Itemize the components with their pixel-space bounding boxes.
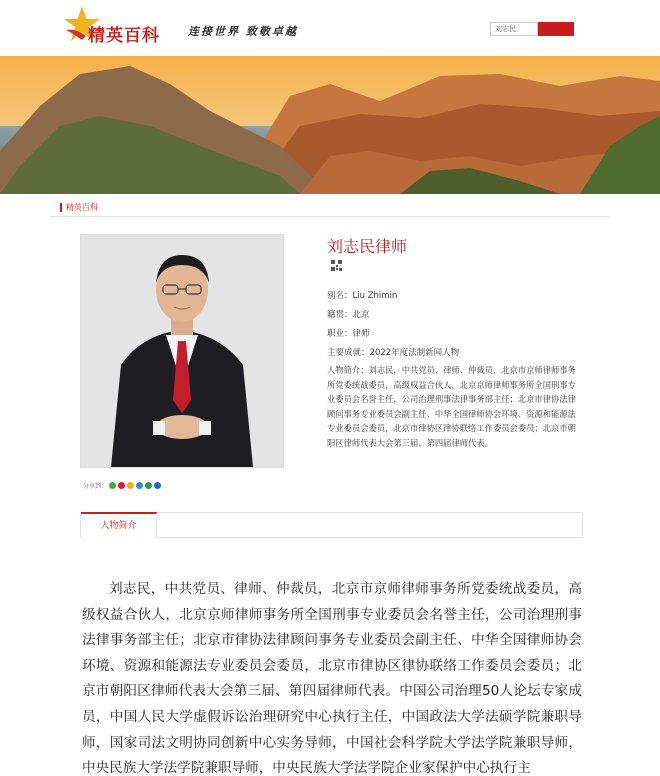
info-row-profession: 职业：律师 xyxy=(327,329,370,339)
info-label: 职业 xyxy=(327,329,345,339)
more-share-icon[interactable] xyxy=(154,482,161,489)
info-row-achievement: 主要成就：2022年度法制新闻人物 xyxy=(327,348,460,358)
search-input[interactable] xyxy=(490,22,538,36)
hero-banner xyxy=(0,56,660,194)
site-logo[interactable] xyxy=(62,4,162,48)
profile-info-list xyxy=(327,287,577,363)
tab-bar xyxy=(80,512,583,538)
search-box xyxy=(490,22,574,36)
profile-intro: 人物简介：刘志民，中共党员、律师、仲裁员，北京市京师律师事务所党委统战委员，高级权益合伙人，北京京师律师事务所全国刑事专业委员会名誉主任，公司治理刑事法律事务部主任；北京市律协法律顾问事务专业委员会副主任、中华全国律师协会环境、资源和能源法专业委员会委员，北京市律协区律协联络工作委员会委员；北京市朝阳区律师代表大会第三届、第四届律师代表。 xyxy=(327,365,576,448)
section-divider xyxy=(50,216,610,217)
logo-text: 精英百科 xyxy=(88,26,160,46)
share-bar xyxy=(83,481,161,490)
info-value: 律师 xyxy=(352,329,370,339)
share-label: 分享到： xyxy=(83,483,108,490)
breadcrumb-link[interactable]: 精英百科 xyxy=(66,203,98,212)
search-button[interactable] xyxy=(538,22,574,36)
qr-code-icon[interactable] xyxy=(331,260,342,271)
profile-photo xyxy=(80,234,284,468)
breadcrumb-marker xyxy=(60,203,62,212)
wechat-share-icon[interactable] xyxy=(109,482,116,489)
info-value: 北京 xyxy=(352,310,370,320)
intro-label: 人物简介 xyxy=(327,365,361,375)
info-value: Liu Zhimin xyxy=(352,291,398,301)
info-label: 籍贯 xyxy=(327,310,345,320)
tab-biography[interactable]: 人物简介 xyxy=(81,512,157,538)
info-row-hometown: 籍贯：北京 xyxy=(327,310,370,320)
site-slogan: 连接世界 致敬卓越 xyxy=(188,25,298,38)
article-body: 刘志民，中共党员、律师、仲裁员，北京市京师律师事务所党委统战委员，高级权益合伙人，北京京师律师事务所全国刑事专业委员会名誉主任，公司治理刑事法律事务部主任；北京市律协法律顾问事务专业委员会副主任、中华全国律师协会环境、资源和能源法专业委员会委员，北京市律协区律协联络工作委员会委员；北京市朝阳区律师代表大会第三届、第四届律师代表。中国公司治理50人论坛专家成员，中国人民大学虚假诉讼治理研究中心执行主任，中国政法大学法硕学院兼职导师，国家司法文明协同创新中心实务导师，中国社会科学院大学法学院兼职导师，中央民族大学法学院兼职导师，中央民族大学法学院企业家保护中心执行主 xyxy=(82,581,582,776)
info-row-alias: 别名：Liu Zhimin xyxy=(327,291,398,301)
site-header xyxy=(0,0,660,56)
intro-text: 刘志民，中共党员、律师、仲裁员，北京市京师律师事务所党委统战委员，高级权益合伙人，北京京师律师事务所全国刑事专业委员会名誉主任，公司治理刑事法律事务部主任；北京市律协法律顾问事务专业委员会副主任、中华全国律师协会环境、资源和能源法专业委员会委员，北京市律协区律协联络工作委员会委员；北京市朝阳区律师代表大会第三届、第四届律师代表。 xyxy=(327,365,576,448)
info-label: 别名 xyxy=(327,291,345,301)
profile-name: 刘志民律师 xyxy=(327,237,408,256)
qq-share-icon[interactable] xyxy=(136,482,143,489)
info-value: 2022年度法制新闻人物 xyxy=(369,348,460,358)
qzone-share-icon[interactable] xyxy=(127,482,134,489)
douban-share-icon[interactable] xyxy=(145,482,152,489)
weibo-share-icon[interactable] xyxy=(118,482,125,489)
breadcrumb xyxy=(60,202,98,213)
lawyer-portrait-image xyxy=(81,235,283,467)
landscape-banner-image xyxy=(0,56,660,194)
info-label: 主要成就 xyxy=(327,348,362,358)
